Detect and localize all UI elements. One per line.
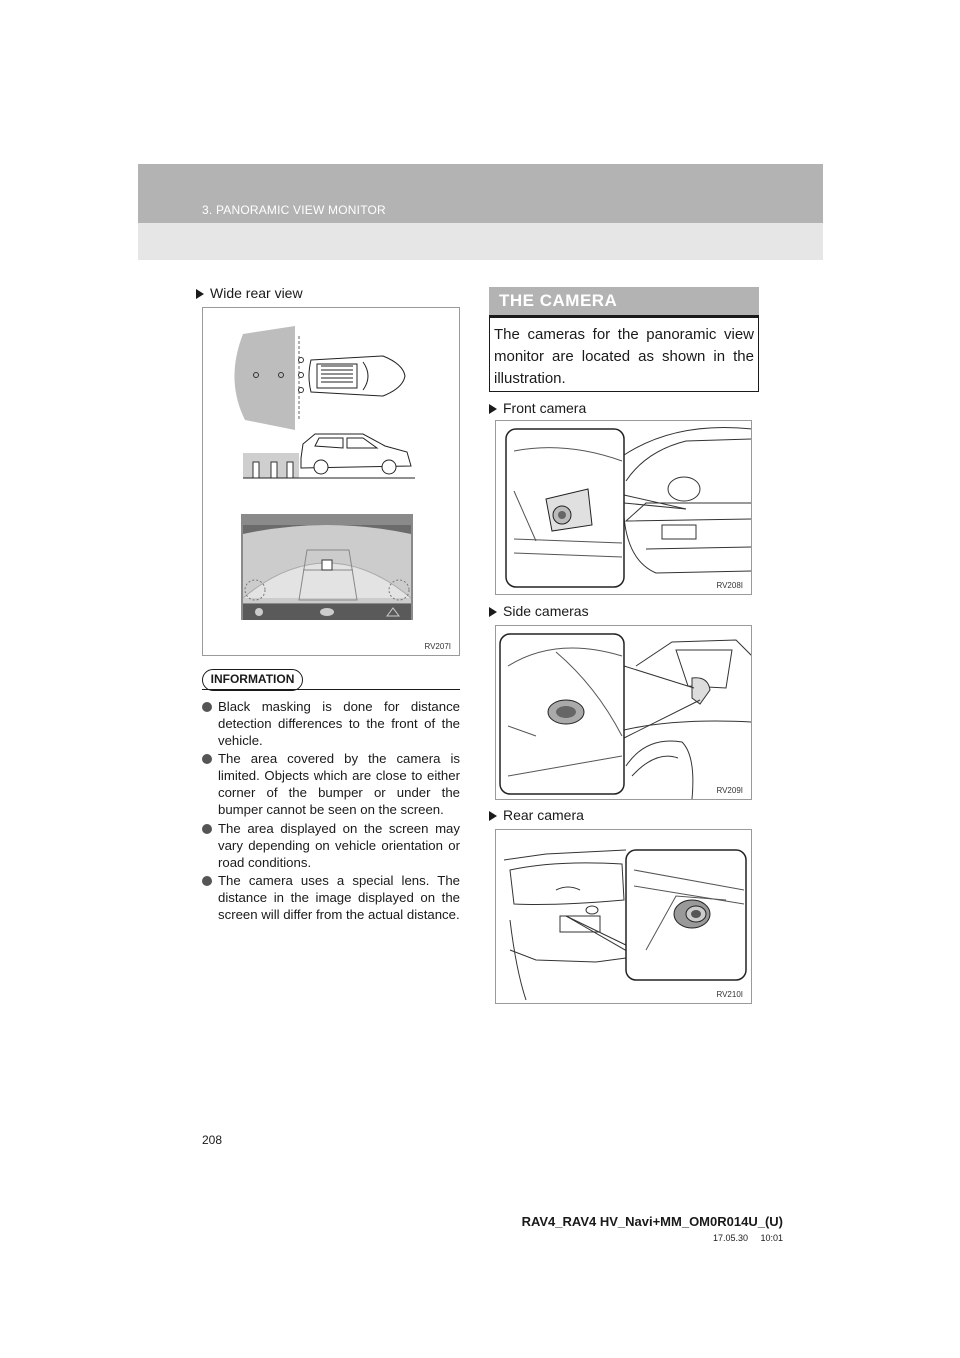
- wide-rear-view-heading: [196, 285, 303, 301]
- wide-rear-view-label: Wide rear view: [210, 285, 303, 301]
- information-bullet: The area covered by the camera is limited. Objects which are close to either corner of the bumper or under the bumper cannot be seen on the screen.: [202, 750, 460, 818]
- side-cameras-label: Side cameras: [503, 603, 589, 619]
- figure-code: RV209I: [716, 786, 743, 795]
- document-code: RAV4_RAV4 HV_Navi+MM_OM0R014U_(U): [521, 1214, 783, 1229]
- page-number: 208: [202, 1133, 223, 1147]
- rear-camera-illustration: [496, 830, 751, 1003]
- figure-code: RV208I: [716, 581, 743, 590]
- camera-intro-text: The cameras for the panoramic view monitor are located as shown in the illustration.: [494, 326, 754, 387]
- figure-rear-camera: [495, 829, 752, 1004]
- bullet-icon: [202, 754, 212, 764]
- front-camera-label: Front camera: [503, 400, 587, 416]
- side-cameras-heading: [489, 603, 589, 619]
- information-rule: [202, 689, 460, 690]
- figure-front-camera: [495, 420, 752, 595]
- figure-code: RV207I: [424, 642, 451, 651]
- document-timestamp: 17.05.30 10:01: [712, 1233, 783, 1243]
- side-cameras-illustration: [496, 626, 751, 799]
- header-subband: [138, 223, 823, 260]
- rear-camera-heading: [489, 807, 584, 823]
- camera-intro-box: [489, 318, 759, 392]
- arrow-icon: [196, 289, 204, 299]
- wide-rear-view-illustration: [203, 308, 459, 655]
- information-label: INFORMATION: [202, 669, 303, 691]
- information-bullet: The camera uses a special lens. The distance in the image displayed on the screen will differ from the actual distance.: [202, 872, 460, 923]
- information-bullet: Black masking is done for distance detection differences to the front of the vehicle.: [202, 698, 460, 749]
- information-bullet: The area displayed on the screen may vary depending on vehicle orientation or road conditions.: [202, 820, 460, 871]
- arrow-icon: [489, 811, 497, 821]
- front-camera-illustration: [496, 421, 751, 594]
- bullet-icon: [202, 824, 212, 834]
- bullet-icon: [202, 876, 212, 886]
- figure-side-cameras: [495, 625, 752, 800]
- rear-camera-label: Rear camera: [503, 807, 584, 823]
- arrow-icon: [489, 404, 497, 414]
- figure-code: RV210I: [716, 990, 743, 999]
- camera-title: THE CAMERA: [499, 291, 618, 310]
- section-title: 3. PANORAMIC VIEW MONITOR: [202, 203, 386, 217]
- figure-wide-rear-view: [202, 307, 460, 656]
- arrow-icon: [489, 607, 497, 617]
- bullet-icon: [202, 702, 212, 712]
- front-camera-heading: [489, 400, 586, 416]
